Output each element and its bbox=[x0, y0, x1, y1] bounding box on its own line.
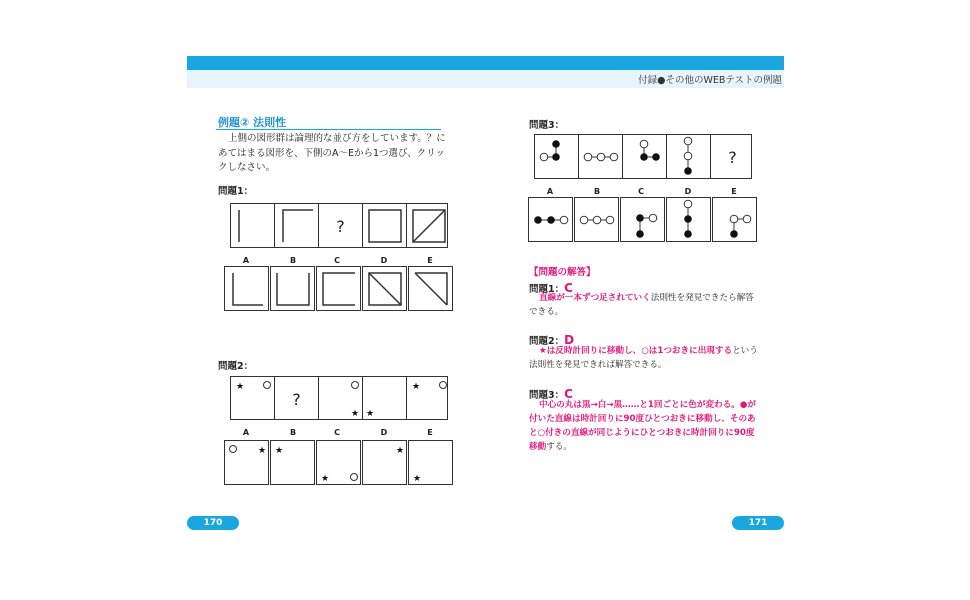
question-mark: ? bbox=[292, 390, 301, 409]
q1-option-letter: C bbox=[334, 256, 340, 265]
q3-option-c[interactable] bbox=[620, 197, 665, 242]
answer2-label: 問題2： bbox=[529, 336, 565, 347]
q3-option-letter: A bbox=[546, 187, 554, 196]
svg-text:★: ★ bbox=[395, 446, 405, 456]
q1-option-e[interactable] bbox=[408, 266, 453, 311]
q1-option-letter: E bbox=[427, 256, 433, 265]
q2-option-b[interactable] bbox=[270, 440, 315, 485]
q2-option-a[interactable] bbox=[224, 440, 269, 485]
q1-option-letter: A bbox=[242, 256, 250, 265]
answer1-body: 直線が一本ずつ足されていく法則性を発見できたら解答できる。 bbox=[529, 293, 754, 317]
svg-text:★: ★ bbox=[274, 446, 284, 456]
answer1-label: 問題1： bbox=[529, 284, 565, 295]
q3-option-letter: D bbox=[684, 187, 692, 196]
q2-label: 問題2： bbox=[218, 361, 254, 372]
q3-label: 問題3： bbox=[529, 120, 565, 131]
q1-seq-cell bbox=[406, 204, 450, 247]
page-number-right: 171 bbox=[732, 516, 784, 530]
question-mark: ? bbox=[336, 217, 345, 236]
q2-option-letter: E bbox=[427, 428, 433, 437]
q3-option-letter: E bbox=[731, 187, 737, 196]
q2-option-letter: A bbox=[242, 428, 250, 437]
page-number-left: 170 bbox=[187, 516, 239, 530]
q2-seq-cell bbox=[318, 377, 362, 419]
answer3-letter: C bbox=[564, 387, 573, 401]
q1-seq-cell bbox=[318, 204, 362, 247]
q1-option-letter: D bbox=[380, 256, 388, 265]
q2-option-c[interactable] bbox=[316, 440, 361, 485]
q2-seq-cell bbox=[231, 377, 274, 419]
q2-seq-cell bbox=[362, 377, 406, 419]
header-bar bbox=[187, 56, 784, 70]
q1-option-c[interactable] bbox=[316, 266, 361, 311]
answer2-letter: D bbox=[564, 333, 575, 347]
q1-option-letter: B bbox=[289, 256, 297, 265]
q3-seq-cell bbox=[710, 135, 754, 178]
chapter-title: 付録●その他のWEBテストの例題 bbox=[638, 75, 782, 86]
svg-text:★: ★ bbox=[257, 446, 267, 456]
answers-title: 【問題の解答】 bbox=[529, 267, 596, 278]
q1-seq-cell bbox=[274, 204, 318, 247]
q2-option-e[interactable] bbox=[408, 440, 453, 485]
q2-seq-cell bbox=[274, 377, 318, 419]
q3-option-a[interactable] bbox=[528, 197, 573, 242]
q2-option-letter: B bbox=[289, 428, 297, 437]
q2-option-d[interactable] bbox=[362, 440, 407, 485]
q2-option-letter: C bbox=[334, 428, 340, 437]
q3-seq-cell bbox=[666, 135, 710, 178]
svg-text:★: ★ bbox=[412, 474, 422, 484]
q1-seq-cell bbox=[231, 204, 274, 247]
answer1-letter: C bbox=[564, 281, 573, 295]
q3-option-d[interactable] bbox=[666, 197, 711, 242]
q3-seq-cell bbox=[578, 135, 622, 178]
question-mark: ? bbox=[728, 148, 737, 167]
q1-sequence bbox=[230, 203, 448, 248]
svg-text:★: ★ bbox=[350, 409, 360, 419]
q3-option-letter: C bbox=[638, 187, 644, 196]
q1-option-b[interactable] bbox=[270, 266, 315, 311]
q3-seq-cell bbox=[622, 135, 666, 178]
svg-text:★: ★ bbox=[320, 474, 330, 484]
q2-option-letter: D bbox=[380, 428, 388, 437]
q3-option-letter: B bbox=[593, 187, 601, 196]
q2-sequence bbox=[230, 376, 448, 420]
q3-sequence bbox=[534, 134, 752, 179]
q1-option-a[interactable] bbox=[224, 266, 269, 311]
svg-text:★: ★ bbox=[365, 409, 375, 419]
svg-text:★: ★ bbox=[411, 382, 421, 392]
q3-option-e[interactable] bbox=[712, 197, 757, 242]
q1-option-d[interactable] bbox=[362, 266, 407, 311]
svg-text:★: ★ bbox=[235, 382, 245, 392]
answer3-body: 中心の丸は黒→白→黒……と1回ごとに色が変わる。●が付いた直線は時計回りに90度ひとつおきに移動し、そのあと○付きの直線が同じようにひとつおきに時計回りに90度移動する。 bbox=[529, 400, 756, 452]
answer3-label: 問題3： bbox=[529, 390, 565, 401]
q3-seq-cell bbox=[535, 135, 578, 178]
q1-label: 問題1： bbox=[218, 186, 254, 197]
heading-underline bbox=[216, 129, 441, 130]
instruction-text: 上側の図形群は論理的な並び方をしています。？にあてはまる図形を、下側のA〜Eから1つ選び、クリックしなさい。 bbox=[218, 133, 446, 173]
q3-option-b[interactable] bbox=[574, 197, 619, 242]
example-title: 例題② 法則性 bbox=[218, 116, 287, 129]
q1-seq-cell bbox=[362, 204, 406, 247]
answer2-body: ★は反時計回りに移動し、○は1つおきに出現するという法則性を発見できれば解答できる。 bbox=[529, 346, 758, 370]
q2-seq-cell bbox=[406, 377, 450, 419]
